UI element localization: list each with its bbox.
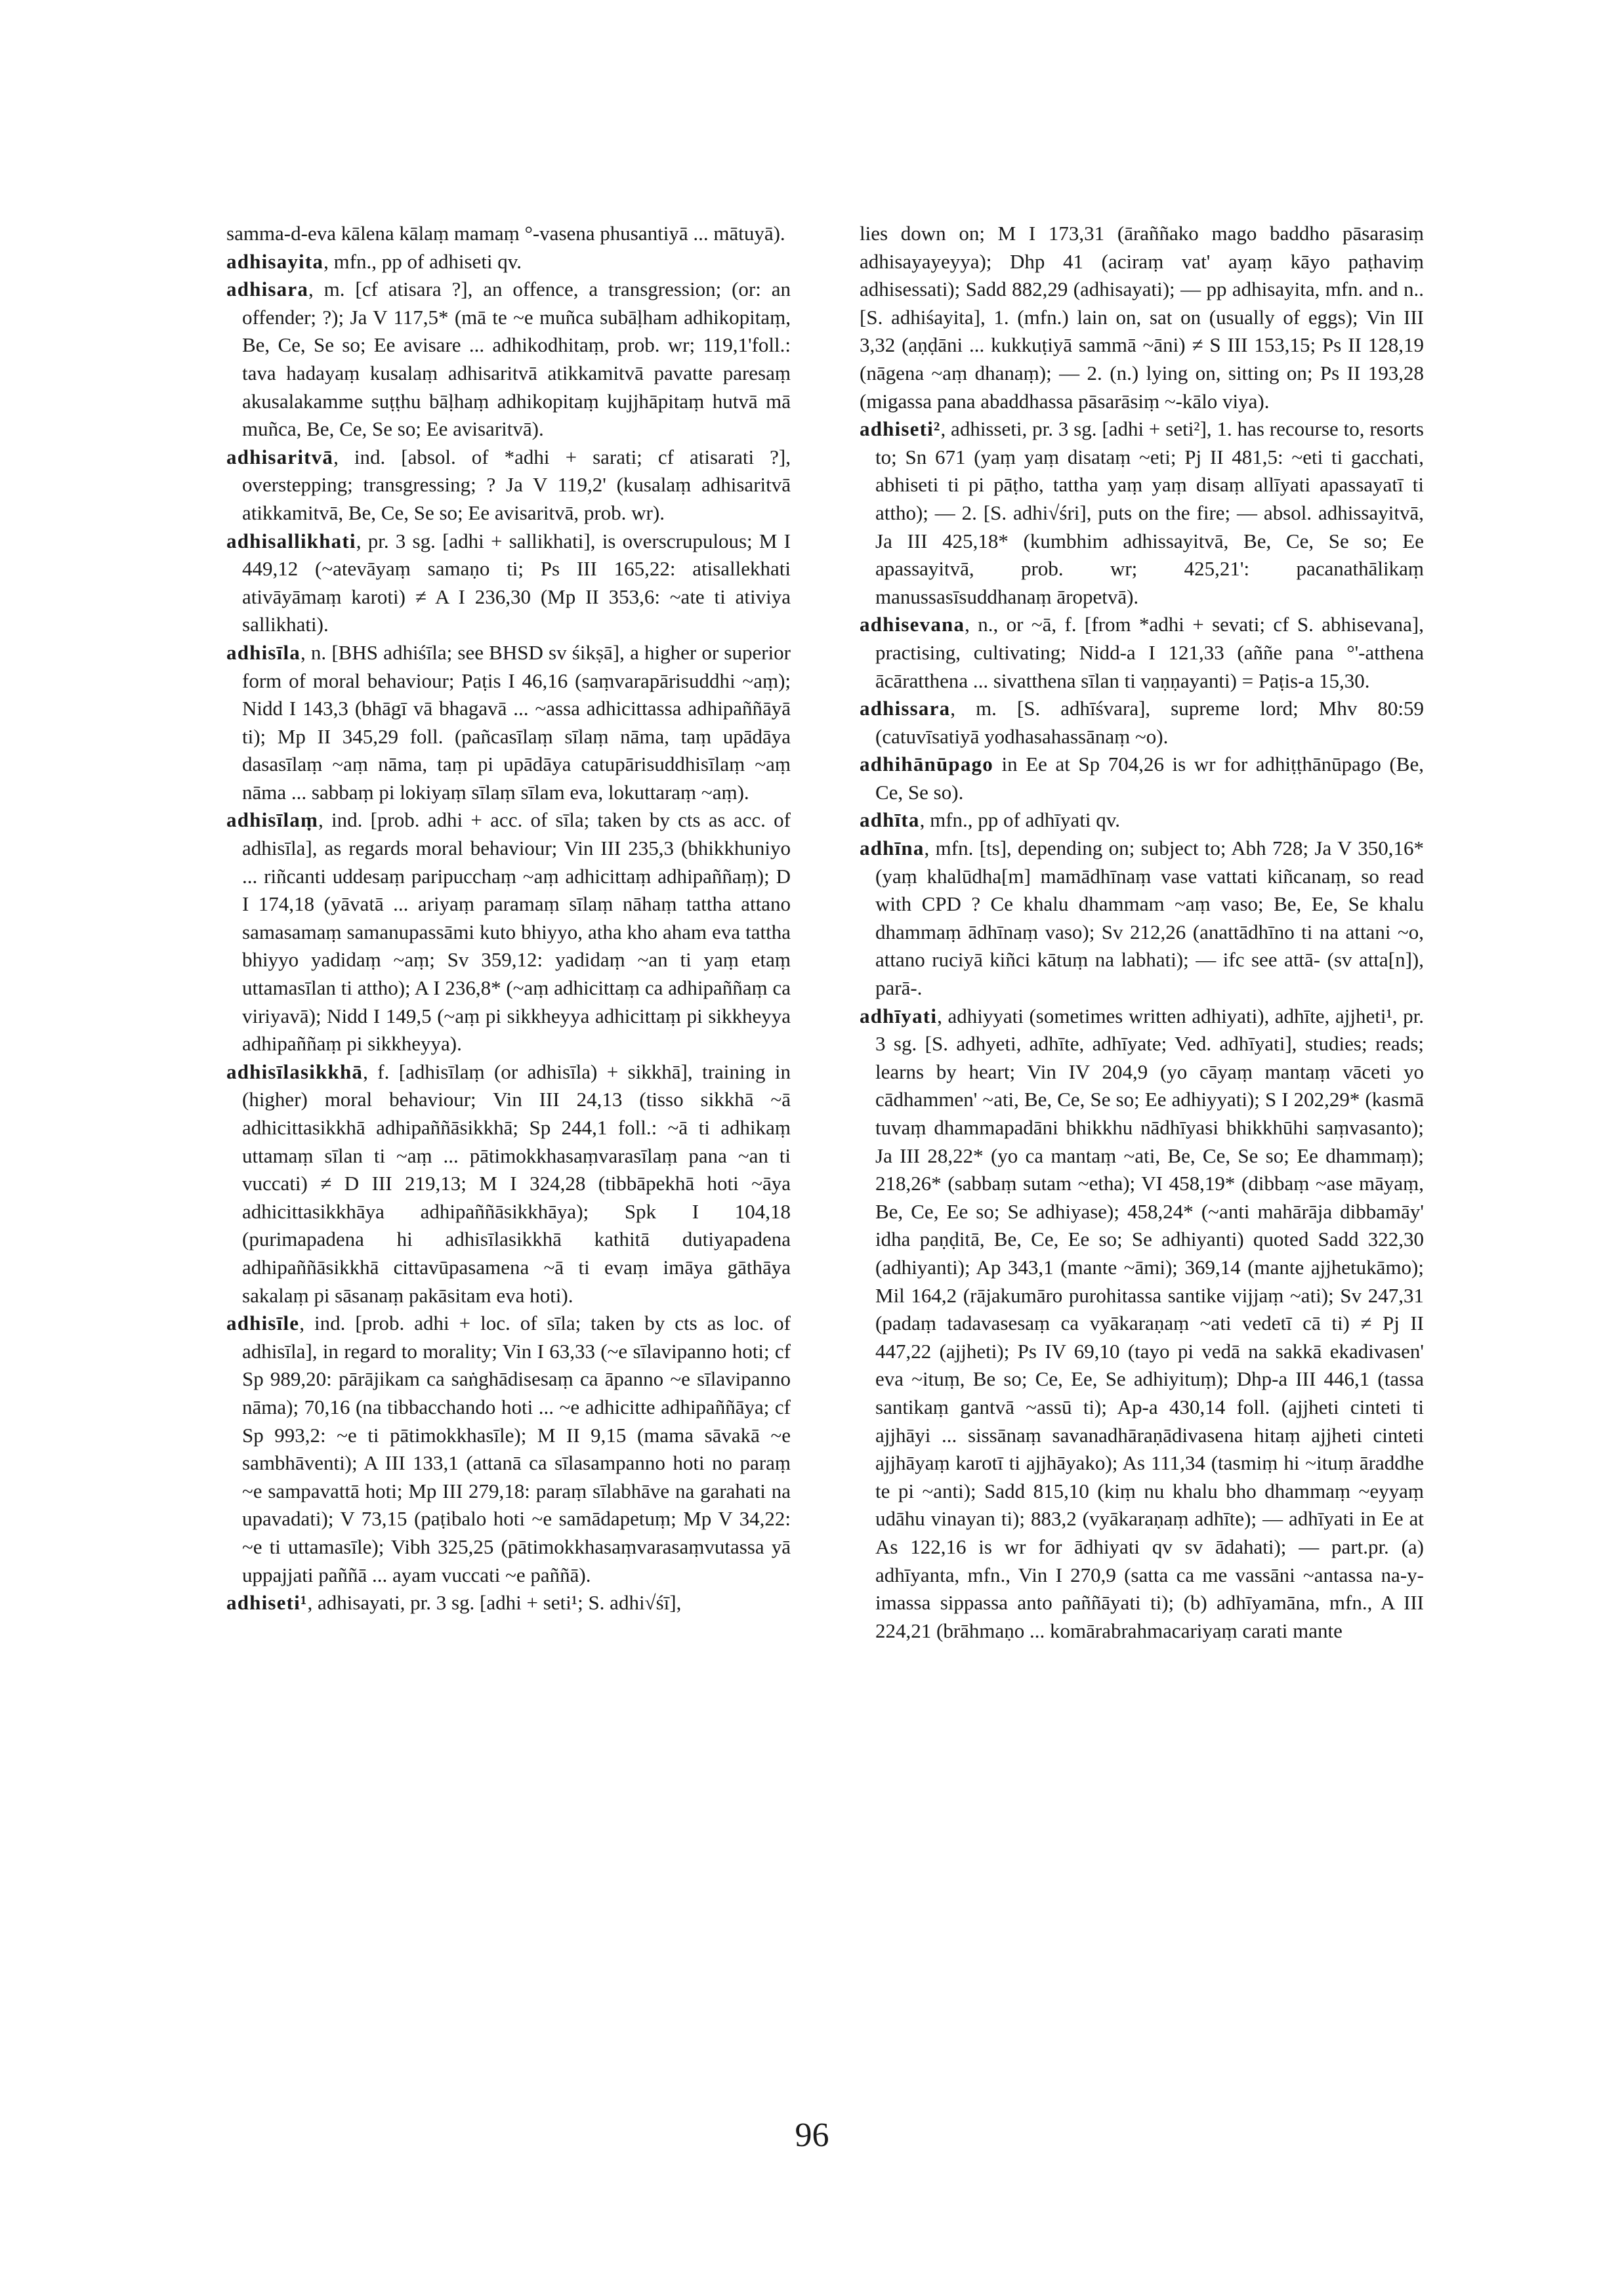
entry-headword: adhisara [226,278,309,301]
entry-headword: adhisallikhati [226,529,356,552]
entry-headword: adhisevana [860,613,965,636]
left-column [226,220,791,1617]
entry-headword: adhissara [860,697,951,720]
entry-text: , mfn., pp of adhiseti qv. [323,249,522,273]
dictionary-entry [860,611,1424,695]
entry-text: , m. [S. adhīśvara], supreme lord; Mhv 80:59 (catuvīsatiyā yodhasahassānaṃ ~o). [875,697,1424,748]
entry-headword: adhisayita [226,249,324,273]
entry-headword: adhisīlasikkhā [226,1060,364,1083]
dictionary-entry [226,444,791,527]
dictionary-entry [226,527,791,639]
entry-headword: adhisaritvā [226,445,334,468]
entry-text: , f. [adhisīlaṃ (or adhisīla) + sikkhā], training in (higher) moral behaviour; Vin III 24,13 (tisso sikkhā ~ā adhicittasikkhā adhipaññāsikkhā; Sp 244,1 foll.: ~ā ti adhikaṃ uttamaṃ sīlan ti ~aṃ ... pātimokkhasaṃvarasīlaṃ pana ~an ti vuccati) ≠ D III 219,13; M I 324,28 (tibbāpekhā hoti ~āya adhicittasikkhāya adhipaññāsikkhāya); Spk I 104,18 (purimapadena hi adhisīlasikkhā kathitā dutiyapadena adhipaññāsikkhā cittavūpasamena ~ā ti evaṃ imāya gāthāya sakalaṃ pi sāsanaṃ pakāsitam eva hoti). [242,1060,791,1307]
dictionary-entry [860,415,1424,611]
dictionary-entry [226,639,791,807]
entry-text: , m. [cf atisara ?], an offence, a transgression; (or: an offender; ?); Ja V 117,5* (mā te ~e muñca subāḷham adhikopitaṃ, Be, Ce, Se so; Ee avisare ... adhikodhitaṃ, prob. wr; 119,1'foll.: tava hadayaṃ kusalaṃ adhisaritvā atikkamitvā pavatte paresaṃ akusalakamme suṭṭhu bāḷhaṃ adhikopitaṃ kujjhāpitaṃ hutvā mā muñca, Be, Ce, Se so; Ee avisaritvā). [242,278,791,441]
entry-text: , ind. [prob. adhi + acc. of sīla; taken by cts as acc. of adhisīla], as regards moral behaviour; Vin III 235,3 (bhikkhuniyo ... riñcanti uddesaṃ paripucchaṃ ~aṃ adhicittaṃ adhipaññaṃ); D I 174,18 (yāvatā ... ariyaṃ paramaṃ sīlaṃ nāhaṃ tattha attano samasamaṃ samanupassāmi kuto bhiyyo, atha kho aham eva tattha bhiyyo yadidaṃ ~aṃ; Sv 359,12: yadidaṃ ~an ti yaṃ etaṃ uttamasīlan ti attho); A I 236,8* (~aṃ adhicittaṃ ca adhipaññaṃ ca viriyavā); Nidd I 149,5 (~aṃ pi sikkheyya adhicittaṃ pi sikkheyya adhipaññaṃ pi sikkheyya). [242,808,791,1056]
dictionary-entry [860,751,1424,806]
entry-headword: adhiseti² [860,417,941,441]
entry-text: , pr. 3 sg. [adhi + sallikhati], is overscrupulous; M I 449,12 (~atevāyaṃ samaṇo ti; Ps III 165,22: atisallekhati ativāyāmaṃ karoti) ≠ A I 236,30 (Mp II 353,6: ~ate ti ativiya sallikhati). [242,529,791,636]
dictionary-entry [226,1310,791,1589]
entry-headword: adhihānūpago [860,753,993,776]
entry-headword: adhiseti¹ [226,1591,308,1615]
page-number: 96 [795,2117,829,2154]
entry-text: , n., or ~ā, f. [from *adhi + sevati; cf S. abhisevana], practising, cultivating; Nidd-a I 121,33 (aññe pana °'-atthena ācāratthena ... sivatthena sīlan ti vaṇṇayanti) = Paṭis-a 15,30. [875,613,1424,692]
entry-headword: adhisīlaṃ [226,808,319,832]
entry-text: , adhisayati, pr. 3 sg. [adhi + seti¹; S. adhi√śī], [307,1591,682,1615]
entry-headword: adhīna [860,837,925,860]
entry-text: , adhisseti, pr. 3 sg. [adhi + seti²], 1. has recourse to, resorts to; Sn 671 (yaṃ yaṃ disataṃ ~eti; Pj II 481,5: ~eti ti gacchati, abhiseti ti pi pāṭho, tattha yaṃ yaṃ disaṃ allīyati apassayatī ti attho); — 2. [S. adhi√śri], puts on the fire; — absol. adhissayitvā, Ja III 425,18* (kumbhim adhissayitvā, Be, Ce, Se so; Ee apassayitvā, prob. wr; 425,21': pacanathālikaṃ manussasīsuddhanaṃ āropetvā). [875,417,1424,608]
entry-text: , mfn. [ts], depending on; subject to; Abh 728; Ja V 350,16* (yaṃ khalūdha[m] mamādhīnaṃ vase vattati kiñcanaṃ, so read with CPD ? Ce khalu dhammam ~aṃ vaso; Be, Ee, Se khalu dhammaṃ ādhīnaṃ vaso); Sv 212,26 (anattādhīno ti na attani ~o, attano ruciyā kiñci kātuṃ na labhati); — ifc see attā- (sv atta[n]), parā-. [875,837,1424,1000]
entry-text: , n. [BHS adhiśīla; see BHSD sv śikṣā], a higher or superior form of moral behaviour; Paṭis I 46,16 (saṃvarapārisuddhi ~aṃ); Nidd I 143,3 (bhāgī vā bhagavā ... ~assa adhicittassa adhipaññāyā ti); Mp II 345,29 foll. (pañcasīlaṃ sīlaṃ nāma, taṃ upādāya dasasīlaṃ ~aṃ nāma, taṃ pi upādāya catupārisuddhisīlaṃ ~aṃ nāma ... sabbaṃ pi lokiyaṃ sīlaṃ sīlam eva, lokuttaraṃ ~aṃ). [242,640,791,804]
dictionary-entry [860,220,1424,415]
dictionary-entry [226,1589,791,1617]
dictionary-entry [226,276,791,444]
entry-text: , ind. [absol. of *adhi + sarati; cf atisarati ?], overstepping; transgressing; ? Ja V 119,2' (kusalaṃ adhisaritvā atikkamitvā, Be, Ce, Se so; Ee avisaritvā, prob. wr). [242,445,791,524]
dictionary-entry [860,835,1424,1003]
dictionary-entry [860,806,1424,835]
entry-text: lies down on; M I 173,31 (āraññako mago baddho pāsarasiṃ adhisayayeyya); Dhp 41 (aciraṃ vat' ayaṃ kāyo paṭhaviṃ adhisessati); Sadd 882,29 (adhisayati); — pp adhisayita, mfn. and n.. [S. adhiśayita], 1. (mfn.) lain on, sat on (usually of eggs); Vin III 3,32 (aṇḍāni ... kukkuṭiyā sammā ~āni) ≠ S III 153,15; Ps II 128,19 (nāgena ~aṃ dhanaṃ); — 2. (n.) lying on, sitting on; Ps II 193,28 (migassa pana abaddhassa pāsarāsiṃ ~-kālo viya). [860,222,1424,413]
entry-headword: adhisīla [226,640,301,664]
entry-text: , ind. [prob. adhi + loc. of sīla; taken by cts as loc. of adhisīla], in regard to morality; Vin I 63,33 (~e sīlavipanno hoti; cf Sp 989,20: pārājikam ca saṅghādisesaṃ ca āpanno ~e sīlavipanno nāma); 70,16 (na tibbacchando hoti ... ~e adhicitte adhipaññāya; cf Sp 993,2: ~e ti pātimokkhasīle); M II 9,15 (mama sāvakā ~e sambhāventi); A III 133,1 (attanā ca sīlasampanno hoti no paraṃ ~e sampavattā hoti; Mp III 279,18: paraṃ sīlabhāve na garahati na upavadati); V 73,15 (paṭibalo hoti ~e samādapetuṃ; Mp V 34,22: ~e ti uttamasīle); Vibh 325,25 (pātimokkhasaṃvarasaṃvutassa yā uppajjati paññā ... ayam vuccati ~e paññā). [242,1312,791,1586]
entry-headword: adhīyati [860,1004,938,1027]
dictionary-entry [860,1003,1424,1645]
entry-text: , adhiyyati (sometimes written adhiyati), adhīte, ajjheti¹, pr. 3 sg. [S. adhyeti, adhīte, adhīyate; Ved. adhīyati], studies; reads; learns by heart; Vin IV 204,9 (yo cāyaṃ mantaṃ vāceti yo cādhammen' ~ati, Be, Ce, Se so; Ee adhiyyati); S I 202,29* (kasmā tuvaṃ dhammapadāni bhikkhu nādhīyasi bhikkhūhi saṃvasanto); Ja III 28,22* (yo ca mantaṃ ~ati, Be, Ce, Se so; Ee dhammaṃ); 218,26* (sabbaṃ sutam ~etha); VI 458,19* (dibbaṃ ~ase māyaṃ, Be, Ce, Ee so; Se adhiyase); 458,24* (~anti mahārāja dibbamāy' idha paṇḍitā, Be, Ce, Ee so; Se adhiyanti) quoted Sadd 322,30 (adhiyanti); Ap 343,1 (mante ~āmi); 369,14 (mante ajjhetukāmo); Mil 164,2 (rājakumāro purohitassa santike vijjaṃ ~ati); Sv 247,31 (padaṃ tadavasesaṃ ca vyākaraṇaṃ ~ati vedetī cā ti) ≠ Pj II 447,22 (ajjheti); Ps IV 69,10 (tayo pi vedā na sakkā ekadivasen' eva ~ituṃ, Be so; Ce, Ee, Se adhiyituṃ); Dhp-a III 446,1 (tassa santikaṃ gantvā ~assū ti); Ap-a 430,14 foll. (ajjheti cinteti ti ajjhāyi ... sissānaṃ savanadhāraṇādivasena hitaṃ ajjheti cinteti ajjhāyaṃ karotī ti ajjhāyako); As 111,34 (tasmiṃ hi ~ituṃ āraddhe te pi ~anti); Sadd 815,10 (kiṃ nu khalu bho dhammaṃ ~eyyaṃ udāhu vinayan ti); 883,2 (vyākaraṇaṃ adhīte); — adhīyati in Ee at As 122,16 is wr for ādhiyati qv sv ādahati); — part.pr. (a) adhīyanta, mfn., Vin I 270,9 (satta ca me vassāni ~antassa na-y-imassa sippassa anto paññāyati ti); (b) adhīyamāna, mfn., A III 224,21 (brāhmaṇo ... komārabrahmacariyaṃ carati mante [875,1004,1424,1642]
entry-text: samma-d-eva kālena kālaṃ mamaṃ °-vasena phusantiyā ... mātuyā). [226,222,785,245]
entry-headword: adhīta [860,808,920,832]
right-column [860,220,1424,1645]
dictionary-entry [226,1058,791,1310]
dictionary-entry [226,248,791,276]
dictionary-entry [860,695,1424,751]
dictionary-entry [226,220,791,248]
entry-text: , mfn., pp of adhīyati qv. [919,808,1120,832]
dictionary-entry [226,806,791,1058]
entry-text: in Ee at Sp 704,26 is wr for adhiṭṭhānūpago (Be, Ce, Se so). [875,753,1424,804]
entry-headword: adhisīle [226,1312,300,1335]
